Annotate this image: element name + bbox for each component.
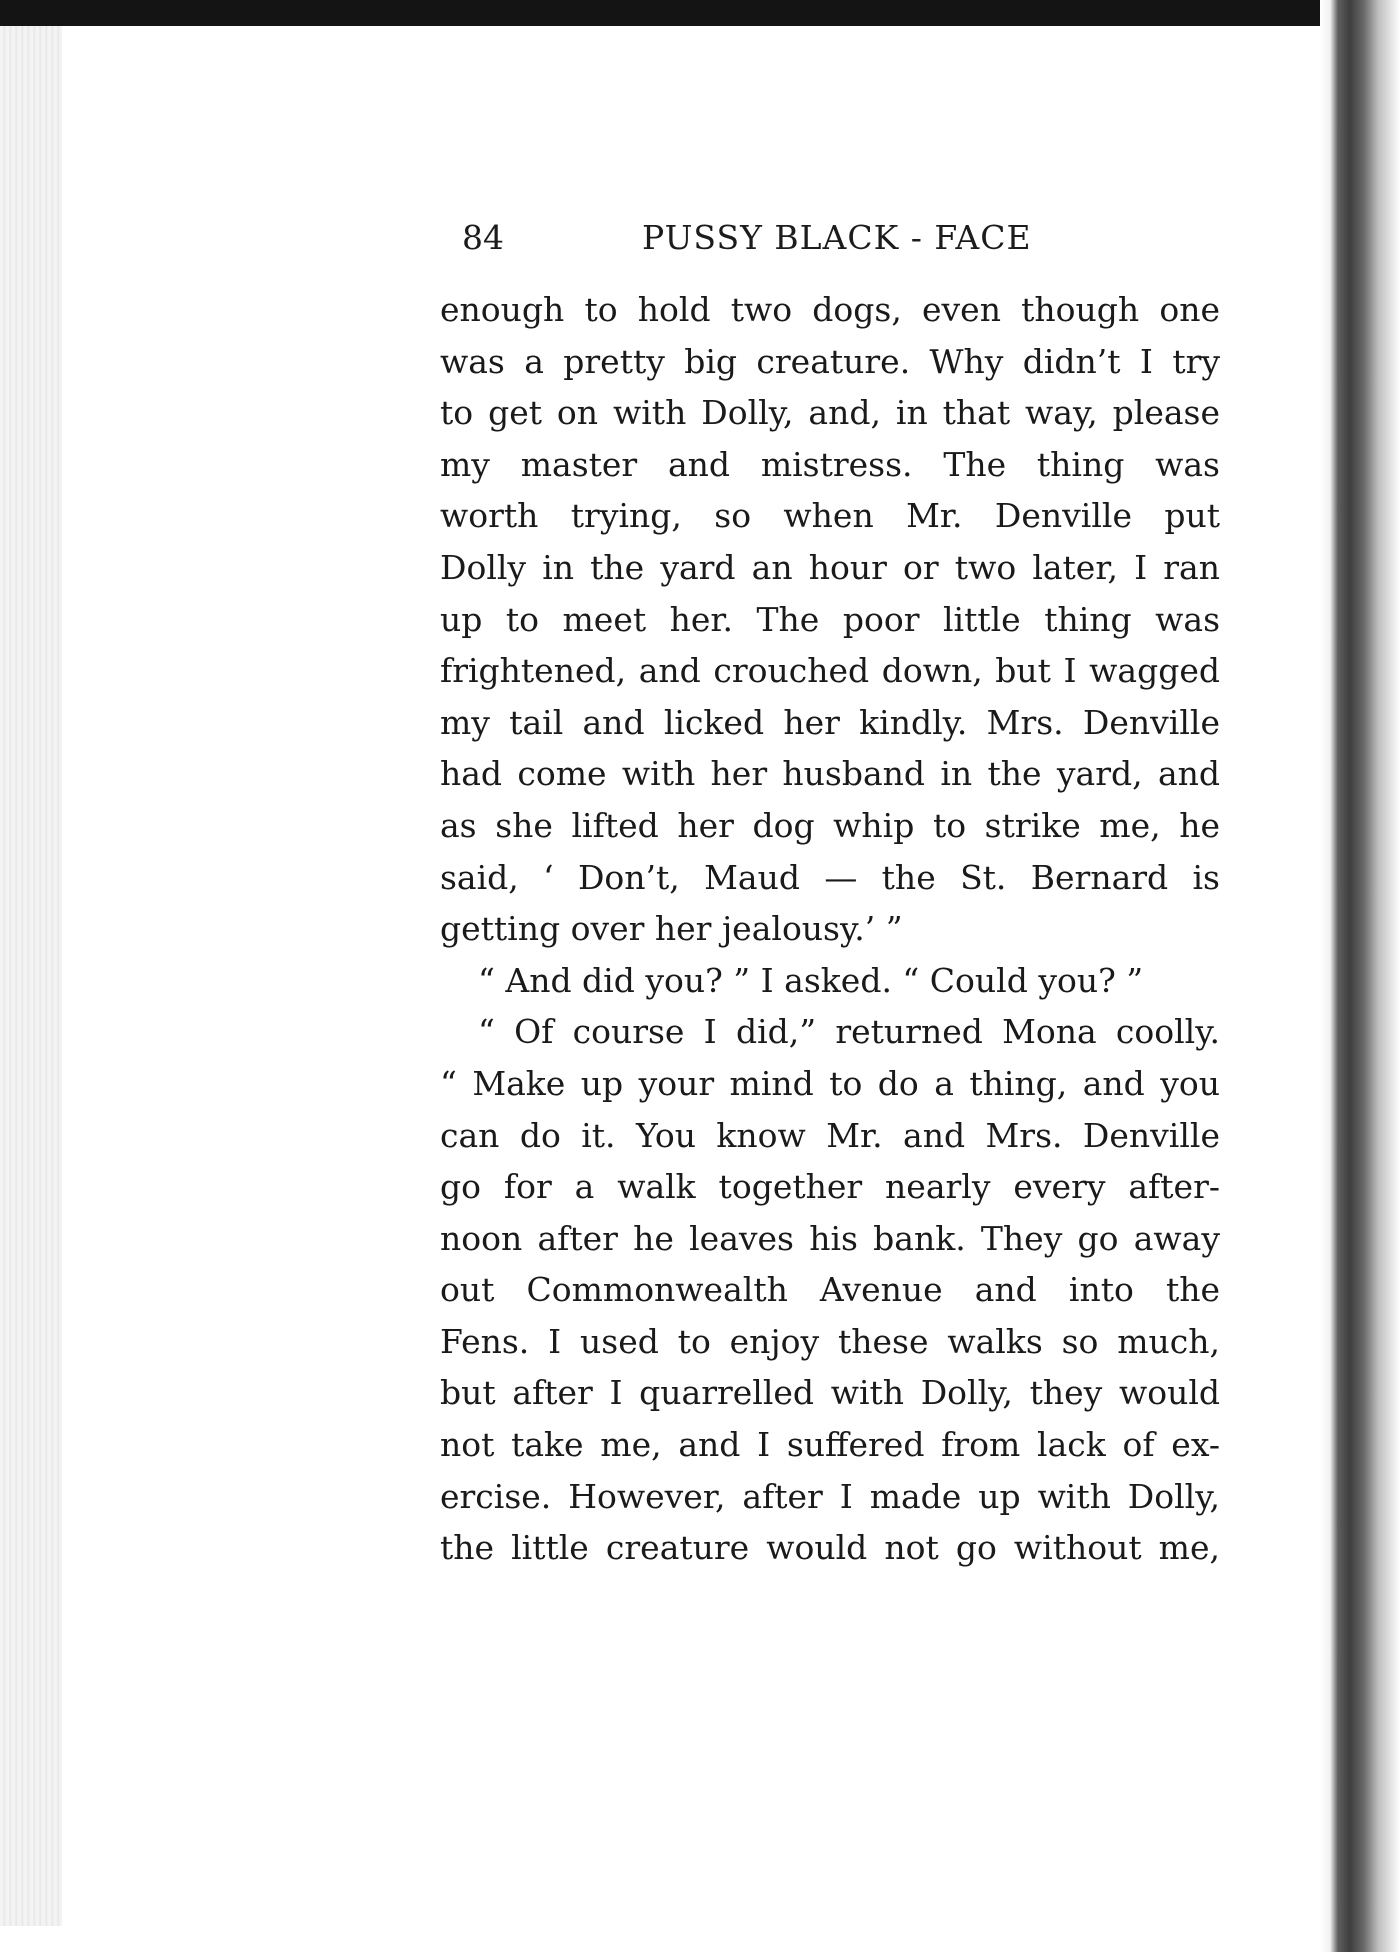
text-line: but after I quarrelled with Dolly, they would [440, 1373, 1220, 1413]
book-spine-shadow [1320, 0, 1400, 1952]
text-line: Fens. I used to enjoy these walks so much, [440, 1321, 1220, 1361]
page-stack-edge [0, 26, 63, 1926]
text-line: up to meet her. The poor little thing was [440, 599, 1220, 639]
book-page [62, 26, 1327, 1952]
text-line: the little creature would not go without me, [440, 1528, 1220, 1568]
text-line: getting over her jealousy.’ ” [440, 909, 903, 949]
page-number: 84 [462, 218, 504, 257]
text-line: ercise. However, after I made up with Dolly, [440, 1476, 1220, 1516]
text-line: “ Of course I did,” returned Mona coolly. [478, 1012, 1220, 1052]
text-line: said, ‘ Don’t, Maud — the St. Bernard is [440, 857, 1220, 897]
text-line: noon after he leaves his bank. They go away [440, 1218, 1220, 1258]
body-text [440, 284, 1220, 1574]
text-line: can do it. You know Mr. and Mrs. Denville [440, 1115, 1220, 1155]
running-head [462, 218, 1042, 268]
text-line: as she lifted her dog whip to strike me, he [440, 805, 1220, 845]
text-line: frightened, and crouched down, but I wagged [440, 651, 1220, 691]
text-line: my master and mistress. The thing was [440, 444, 1220, 484]
scan-top-border [0, 0, 1400, 26]
text-line: “ And did you? ” I asked. “ Could you? ” [478, 960, 1144, 1000]
text-line: not take me, and I suffered from lack of ex- [440, 1425, 1220, 1465]
text-line: worth trying, so when Mr. Denville put [440, 496, 1220, 536]
text-line: enough to hold two dogs, even though one [440, 290, 1220, 329]
text-line: go for a walk together nearly every after- [440, 1167, 1220, 1207]
text-line: Dolly in the yard an hour or two later, I ran [440, 547, 1220, 587]
text-line: out Commonwealth Avenue and into the [440, 1270, 1220, 1310]
running-title: PUSSY BLACK - FACE [642, 218, 1032, 257]
text-line: to get on with Dolly, and, in that way, please [440, 393, 1220, 433]
text-line: “ Make up your mind to do a thing, and you [440, 1063, 1220, 1103]
text-line: my tail and licked her kindly. Mrs. Denville [440, 702, 1220, 742]
text-line: had come with her husband in the yard, and [440, 754, 1220, 794]
text-line: was a pretty big creature. Why didn’t I try [440, 341, 1220, 381]
